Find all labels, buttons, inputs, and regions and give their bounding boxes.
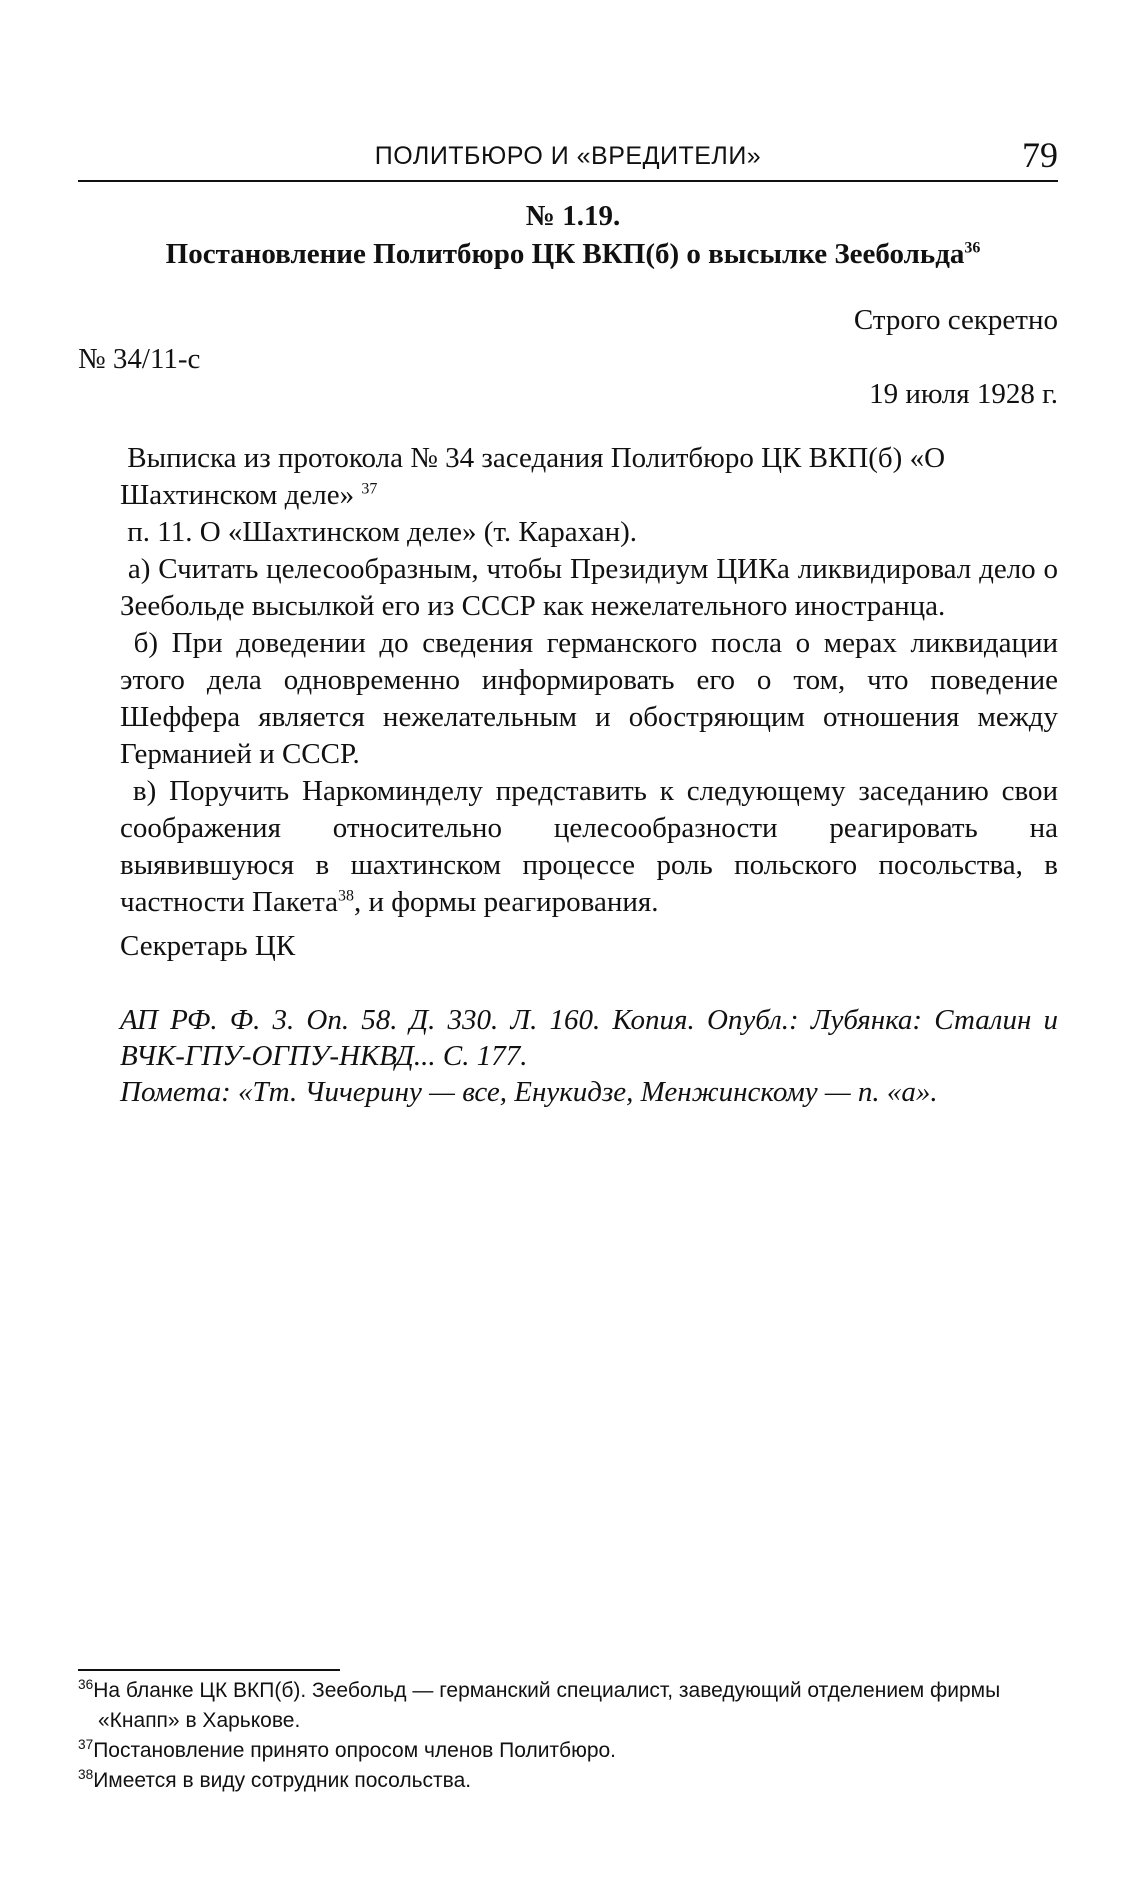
paragraph-a — [120, 551, 1058, 625]
footnote-36-continued: «Кнапп» в Харькове. — [98, 1709, 301, 1732]
paragraph-a-text: а) Считать целесообразным, чтобы Президиум ЦИКа ликвидировал дело о Зеебольде высылкой его из СССР как нежелательного иностранца. — [120, 553, 1059, 622]
paragraph-b-text: б) При доведении до сведения германского посла о мерах ликвидации этого дела одновременно информировать его о том, что поведение Шеффера является нежелательным и обостряющим отношения между Германией и СССР. — [120, 627, 1058, 770]
registration-number: № 34/11-с — [78, 343, 201, 375]
footnote-marker: 36 — [78, 1677, 94, 1692]
footnotes — [78, 1676, 1058, 1796]
agenda-item — [120, 514, 1058, 551]
document-number: № 1.19. — [525, 200, 621, 232]
paragraph-b — [120, 625, 1058, 773]
extract-line — [120, 440, 1058, 514]
footnote-marker: 37 — [78, 1737, 94, 1752]
archive-citation: АП РФ. Ф. 3. Оп. 58. Д. 330. Л. 160. Копия. Опубл.: Лубянка: Сталин и ВЧК-ГПУ-ОГПУ-НКВД... С. 177. — [120, 1004, 1058, 1072]
footnote-37 — [78, 1736, 1058, 1766]
footnote-marker: 38 — [78, 1767, 94, 1782]
header-rule — [78, 180, 1058, 182]
extract-text: Выписка из протокола № 34 заседания Политбюро ЦК ВКП(б) «О Шахтинском деле» — [120, 442, 946, 511]
paragraph-v — [120, 773, 1058, 921]
agenda-item-text: п. 11. О «Шахтинском деле» (т. Карахан). — [127, 516, 638, 548]
footnote-ref: 38 — [338, 887, 354, 905]
document-title — [0, 238, 1146, 271]
running-head — [78, 134, 1058, 184]
page-number: 79 — [1022, 135, 1058, 175]
footnote-text: Постановление принято опросом членов Политбюро. — [93, 1739, 617, 1762]
document-title-text: Постановление Политбюро ЦК ВКП(б) о высылке Зеебольда — [165, 238, 965, 270]
archival-source — [120, 1002, 1058, 1110]
footnote-text: На бланке ЦК ВКП(б). Зеебольд — германский специалист, заведующий отделением фирмы — [93, 1679, 1001, 1702]
document-date: 19 июля 1928 г. — [869, 378, 1058, 410]
document-body — [120, 440, 1058, 921]
archive-note: Помета: «Тт. Чичерину — все, Енукидзе, Менжинскому — п. «а». — [120, 1076, 938, 1108]
signature-line: Секретарь ЦК — [120, 930, 296, 962]
footnote-ref: 37 — [361, 480, 378, 498]
footnote-rule — [78, 1669, 340, 1671]
paragraph-v-end: , и формы реагирования. — [353, 886, 659, 918]
footnote-ref: 36 — [964, 239, 981, 257]
paragraph-v-text: в) Поручить Наркоминделу представить к следующему заседанию свои соображения относительно целесообразности реагировать на выявившуюся в шахтинском процессе роль польского посольства, в частности Пакета — [120, 775, 1058, 918]
running-head-title: ПОЛИТБЮРО И «ВРЕДИТЕЛИ» — [374, 142, 762, 170]
footnote-text: Имеется в виду сотрудник посольства. — [93, 1769, 472, 1792]
footnote-38 — [78, 1766, 1058, 1796]
footnote-36 — [78, 1676, 1058, 1706]
classification-stamp: Строго секретно — [853, 304, 1058, 336]
